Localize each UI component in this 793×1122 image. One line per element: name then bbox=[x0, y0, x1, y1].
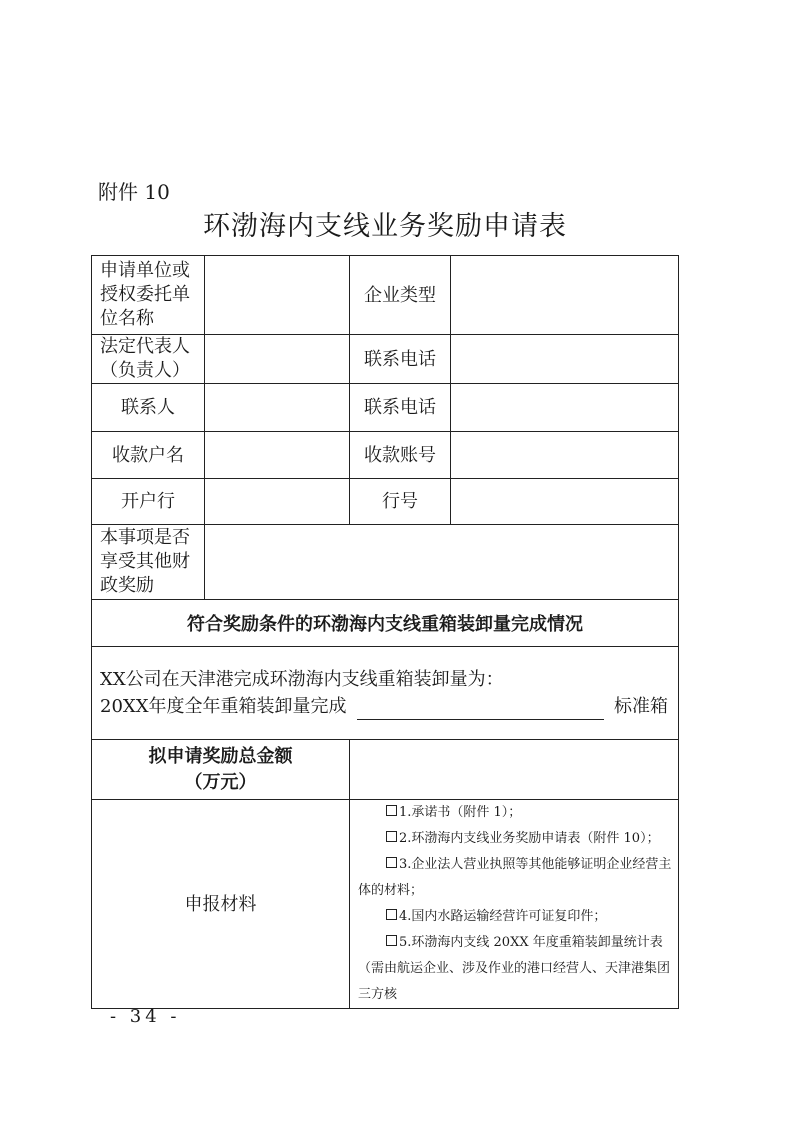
amount-label: 拟申请奖励总金额 （万元） bbox=[92, 740, 350, 800]
enterprise-type-label: 企业类型 bbox=[350, 256, 451, 335]
row-legal-rep bbox=[92, 335, 679, 384]
checkbox-icon[interactable] bbox=[386, 805, 397, 816]
legal-rep-value-cell[interactable] bbox=[205, 335, 350, 384]
bank-label: 开户行 bbox=[92, 479, 205, 525]
material-item-1: 1.承诺书（附件 1）； bbox=[358, 800, 672, 826]
row-payee bbox=[92, 432, 679, 479]
bank-code-value-cell[interactable] bbox=[451, 479, 679, 525]
applicant-value-cell[interactable] bbox=[205, 256, 350, 335]
row-contact bbox=[92, 384, 679, 432]
contact-value-cell[interactable] bbox=[205, 384, 350, 432]
applicant-label: 申请单位或 授权委托单 位名称 bbox=[92, 256, 205, 335]
checkbox-icon[interactable] bbox=[386, 935, 397, 946]
enterprise-type-value-cell[interactable] bbox=[451, 256, 679, 335]
contact-phone-value-cell[interactable] bbox=[451, 384, 679, 432]
contact-label: 联系人 bbox=[92, 384, 205, 432]
material-item-3: 3.企业法人营业执照等其他能够证明企业经营主体的材料； bbox=[358, 857, 672, 898]
other-subsidy-label: 本事项是否 享受其他财 政奖励 bbox=[92, 525, 205, 600]
materials-label: 申报材料 bbox=[92, 800, 350, 1009]
material-item-5: 5.环渤海内支线 20XX 年度重箱装卸量统计表（需由航运企业、涉及作业的港口经营人、天津港集团三方核 bbox=[358, 935, 671, 1002]
checkbox-icon[interactable] bbox=[386, 909, 397, 920]
application-form-table bbox=[91, 255, 679, 1009]
payee-value-cell[interactable] bbox=[205, 432, 350, 479]
contact-phone-label: 联系电话 bbox=[350, 384, 451, 432]
row-applicant bbox=[92, 256, 679, 335]
account-number-value-cell[interactable] bbox=[451, 432, 679, 479]
material-item-4: 4.国内水路运输经营许可证复印件； bbox=[358, 904, 672, 930]
row-materials bbox=[92, 800, 679, 1009]
amount-value-cell[interactable] bbox=[350, 740, 679, 800]
account-number-label: 收款账号 bbox=[350, 432, 451, 479]
row-section-heading bbox=[92, 600, 679, 647]
checkbox-icon[interactable] bbox=[386, 831, 397, 842]
teu-amount-blank[interactable] bbox=[357, 699, 604, 720]
form-title: 环渤海内支线业务奖励申请表 bbox=[203, 211, 567, 242]
completion-unit: 标准箱 bbox=[614, 696, 668, 717]
annex-label: 附件 10 bbox=[98, 180, 170, 204]
material-item-2: 2.环渤海内支线业务奖励申请表（附件 10）； bbox=[358, 826, 672, 852]
row-other-subsidy bbox=[92, 525, 679, 600]
completion-line-1: XX公司在天津港完成环渤海内支线重箱装卸量为： bbox=[100, 669, 504, 690]
completion-statement bbox=[92, 647, 679, 740]
section-heading: 符合奖励条件的环渤海内支线重箱装卸量完成情况 bbox=[92, 600, 679, 647]
checkbox-icon[interactable] bbox=[386, 857, 397, 868]
materials-list bbox=[350, 800, 679, 1009]
row-bank bbox=[92, 479, 679, 525]
row-amount bbox=[92, 740, 679, 800]
legal-rep-phone-label: 联系电话 bbox=[350, 335, 451, 384]
row-completion bbox=[92, 647, 679, 740]
page-number: - 34 - bbox=[110, 1006, 181, 1027]
completion-prefix: 20XX年度全年重箱装卸量完成 bbox=[100, 696, 347, 717]
completion-line-2 bbox=[100, 693, 668, 720]
bank-value-cell[interactable] bbox=[205, 479, 350, 525]
legal-rep-label: 法定代表人 （负责人） bbox=[92, 335, 205, 384]
bank-code-label: 行号 bbox=[350, 479, 451, 525]
other-subsidy-value-cell[interactable] bbox=[205, 525, 679, 600]
payee-label: 收款户名 bbox=[92, 432, 205, 479]
legal-rep-phone-value-cell[interactable] bbox=[451, 335, 679, 384]
